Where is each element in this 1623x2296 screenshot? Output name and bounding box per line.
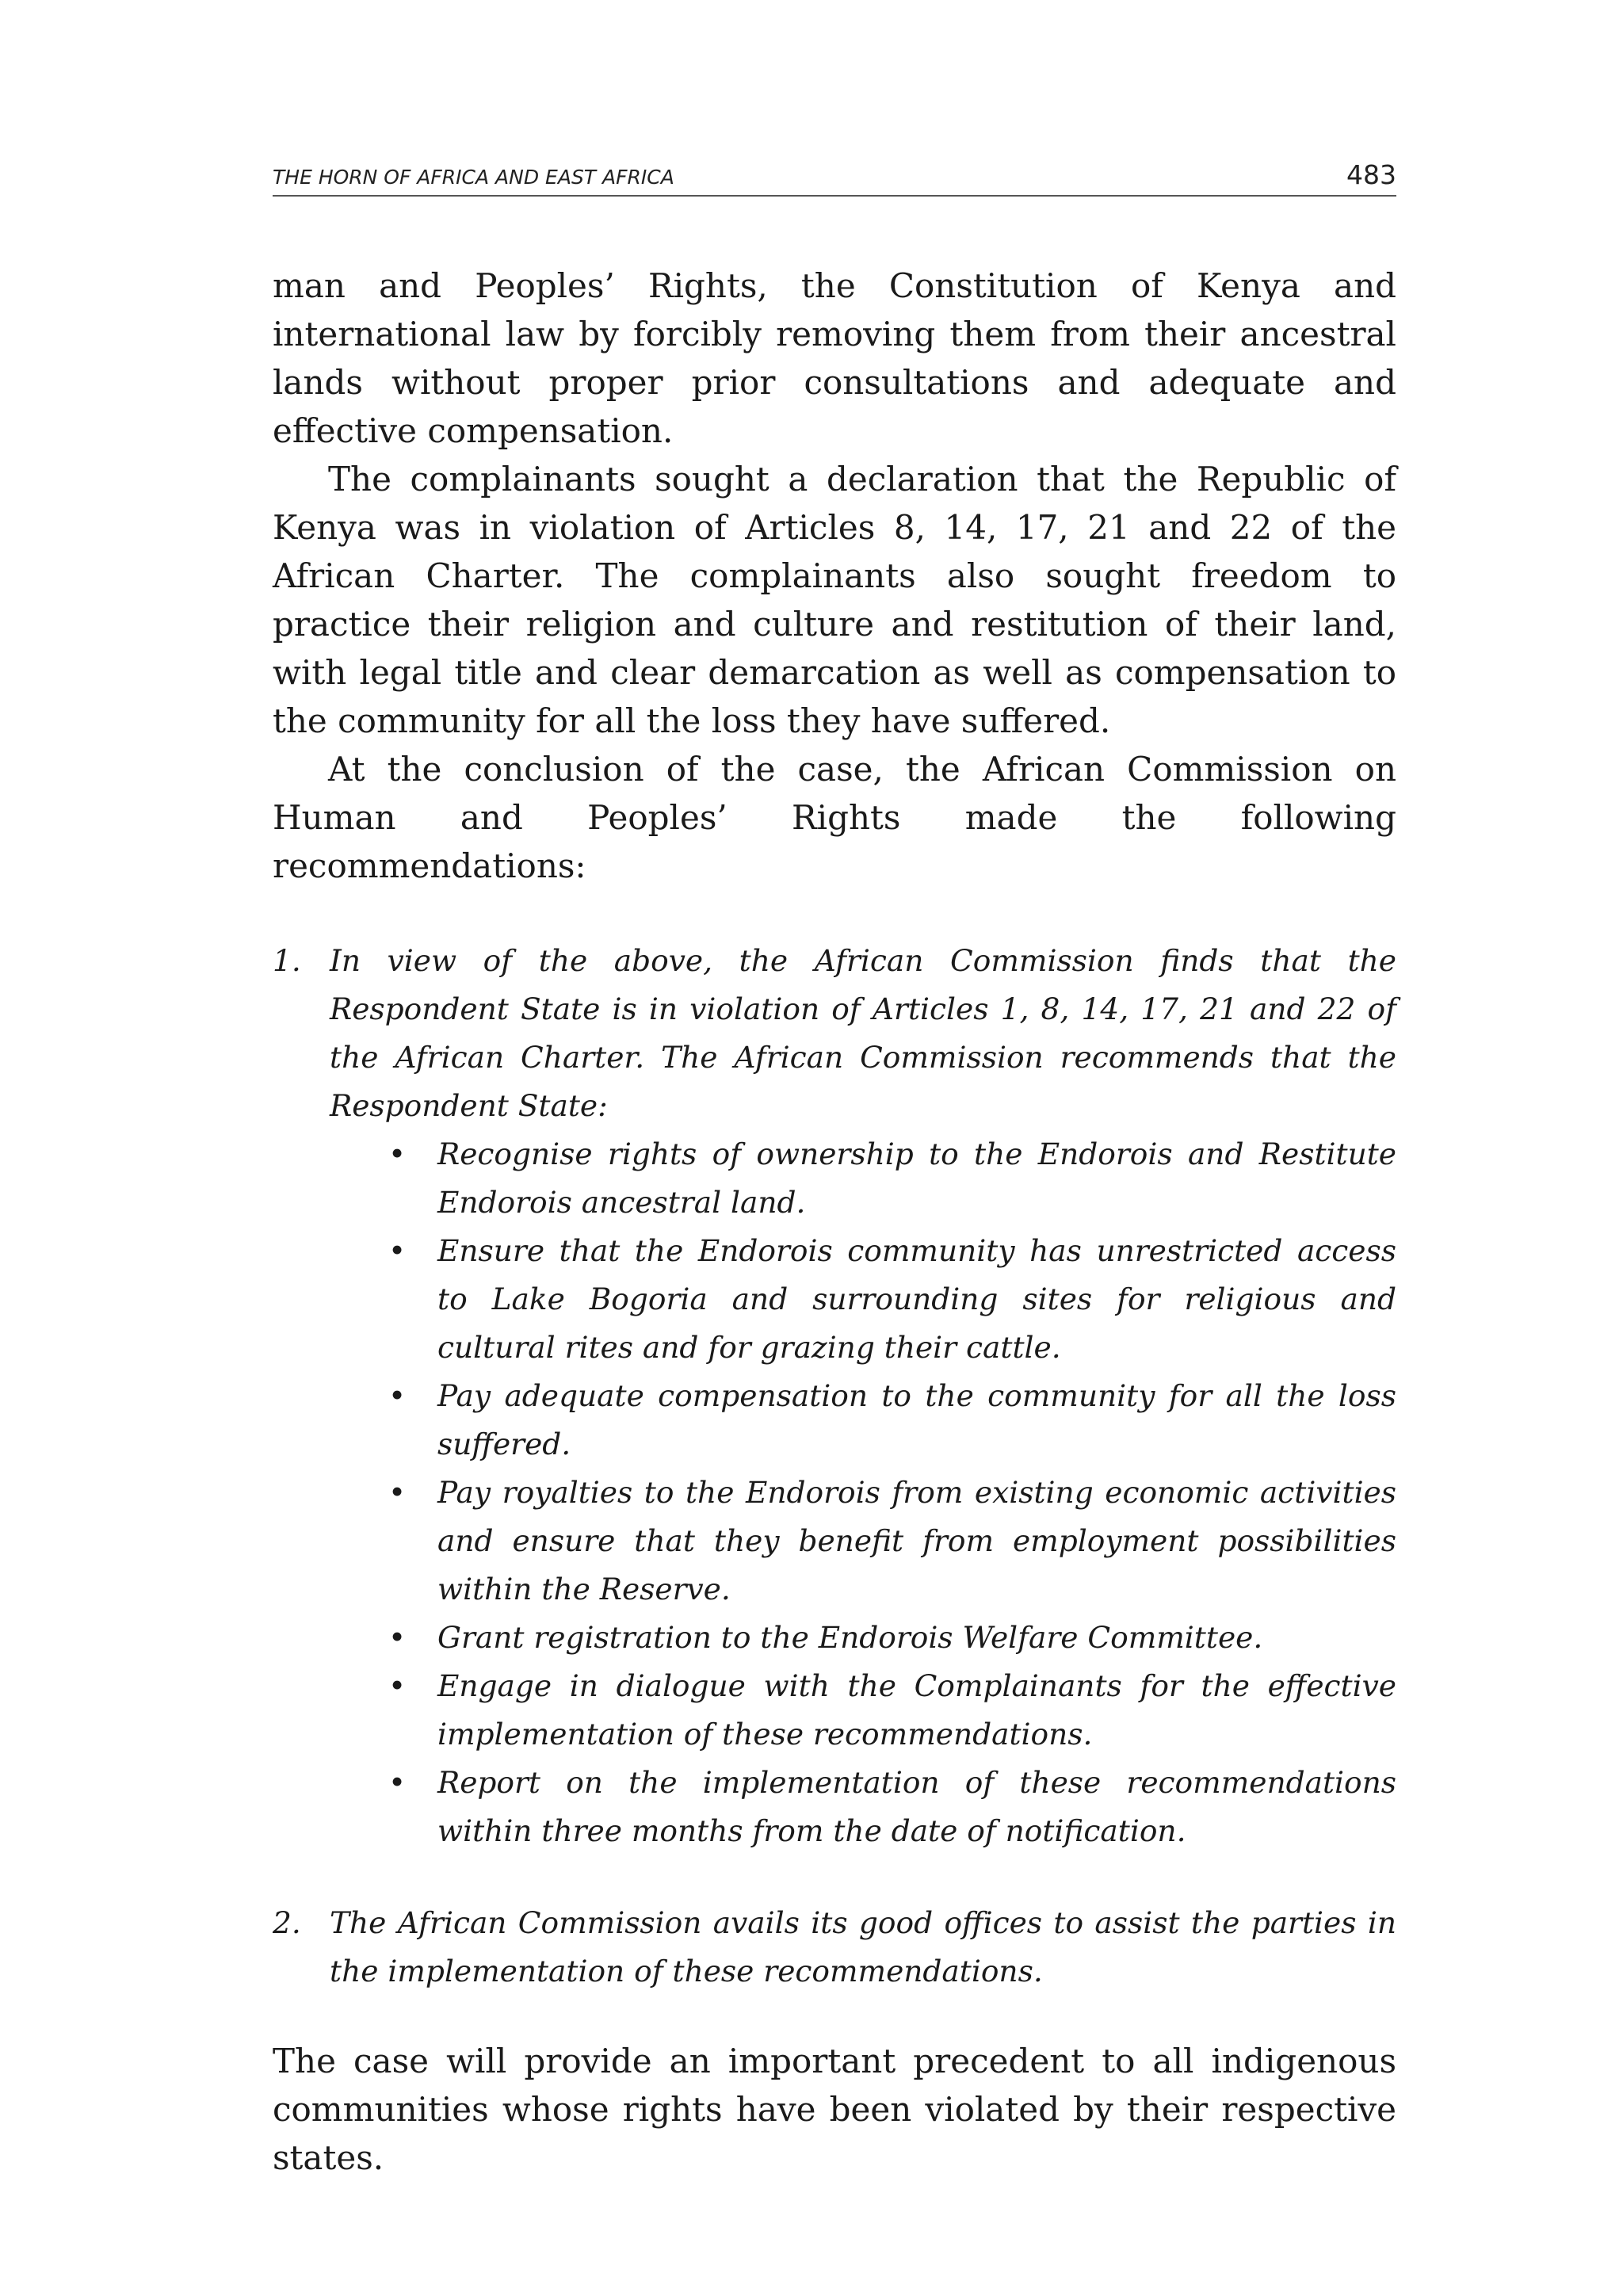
bullet-icon: • bbox=[388, 1620, 407, 1655]
paragraph-continued: man and Peoples’ Rights, the Constitution of Kenya and international law by forcibly removing them from their ancestral lands without proper prior consultations and adequate and effective compensation. bbox=[273, 266, 1396, 450]
item-text: The African Commission avails its good offices to assist the parties in the implementation of these recommendations. bbox=[330, 1905, 1396, 1988]
item-number: 2. bbox=[273, 1905, 301, 1940]
paragraph-conclusion-intro: At the conclusion of the case, the African Commission on Human and Peoples’ Rights made the following recommendations: bbox=[273, 750, 1396, 885]
list-item: • Ensure that the Endorois community has unrestricted access to Lake Bogoria and surrounding sites for religious and cultural rites and for grazing their cattle. bbox=[330, 1227, 1396, 1372]
bullet-icon: • bbox=[388, 1765, 407, 1800]
running-title: THE HORN OF AFRICA AND EAST AFRICA bbox=[273, 166, 674, 189]
bullet-icon: • bbox=[388, 1233, 407, 1268]
page-body bbox=[273, 262, 1396, 2182]
page-number: 483 bbox=[1346, 159, 1396, 190]
bullet-icon: • bbox=[388, 1668, 407, 1703]
list-item: • Recognise rights of ownership to the Endorois and Restitute Endorois ancestral land. bbox=[330, 1130, 1396, 1227]
list-item: • Pay adequate compensation to the community for all the loss suffered. bbox=[330, 1372, 1396, 1469]
list-item: • Pay royalties to the Endorois from existing economic activities and ensure that they benefit from employment possibilities within the Reserve. bbox=[330, 1469, 1396, 1614]
paragraph-declaration-sought: The complainants sought a declaration that the Republic of Kenya was in violation of Articles 8, 14, 17, 21 and 22 of the African Charter. The complainants also sought freedom to practice their religion and culture and restitution of their land, with legal title and clear demarcation as well as compensation to the community for all the loss they have suffered. bbox=[273, 460, 1396, 740]
recommendation-item-1 bbox=[273, 937, 1396, 1855]
list-item: • Grant registration to the Endorois Welfare Committee. bbox=[330, 1614, 1396, 1662]
item-number: 1. bbox=[273, 943, 301, 978]
bullet-list bbox=[330, 1130, 1396, 1855]
bullet-icon: • bbox=[388, 1475, 407, 1510]
list-item: • Engage in dialogue with the Complainants for the effective implementation of these recommendations. bbox=[330, 1662, 1396, 1759]
closing-paragraph: The case will provide an important precedent to all indigenous communities whose rights have been violated by their respective states. bbox=[273, 2042, 1396, 2177]
running-header bbox=[273, 155, 1396, 197]
recommendations-block bbox=[273, 937, 1396, 1996]
recommendation-item-2 bbox=[273, 1899, 1396, 1996]
bullet-icon: • bbox=[388, 1378, 407, 1413]
bullet-icon: • bbox=[388, 1137, 407, 1171]
list-item: • Report on the implementation of these recommendations within three months from the date of notification. bbox=[330, 1759, 1396, 1855]
item-text: In view of the above, the African Commission finds that the Respondent State is in violation of Articles 1, 8, 14, 17, 21 and 22 of the African Charter. The African Commission recommends that the Respondent State: bbox=[330, 943, 1396, 1123]
